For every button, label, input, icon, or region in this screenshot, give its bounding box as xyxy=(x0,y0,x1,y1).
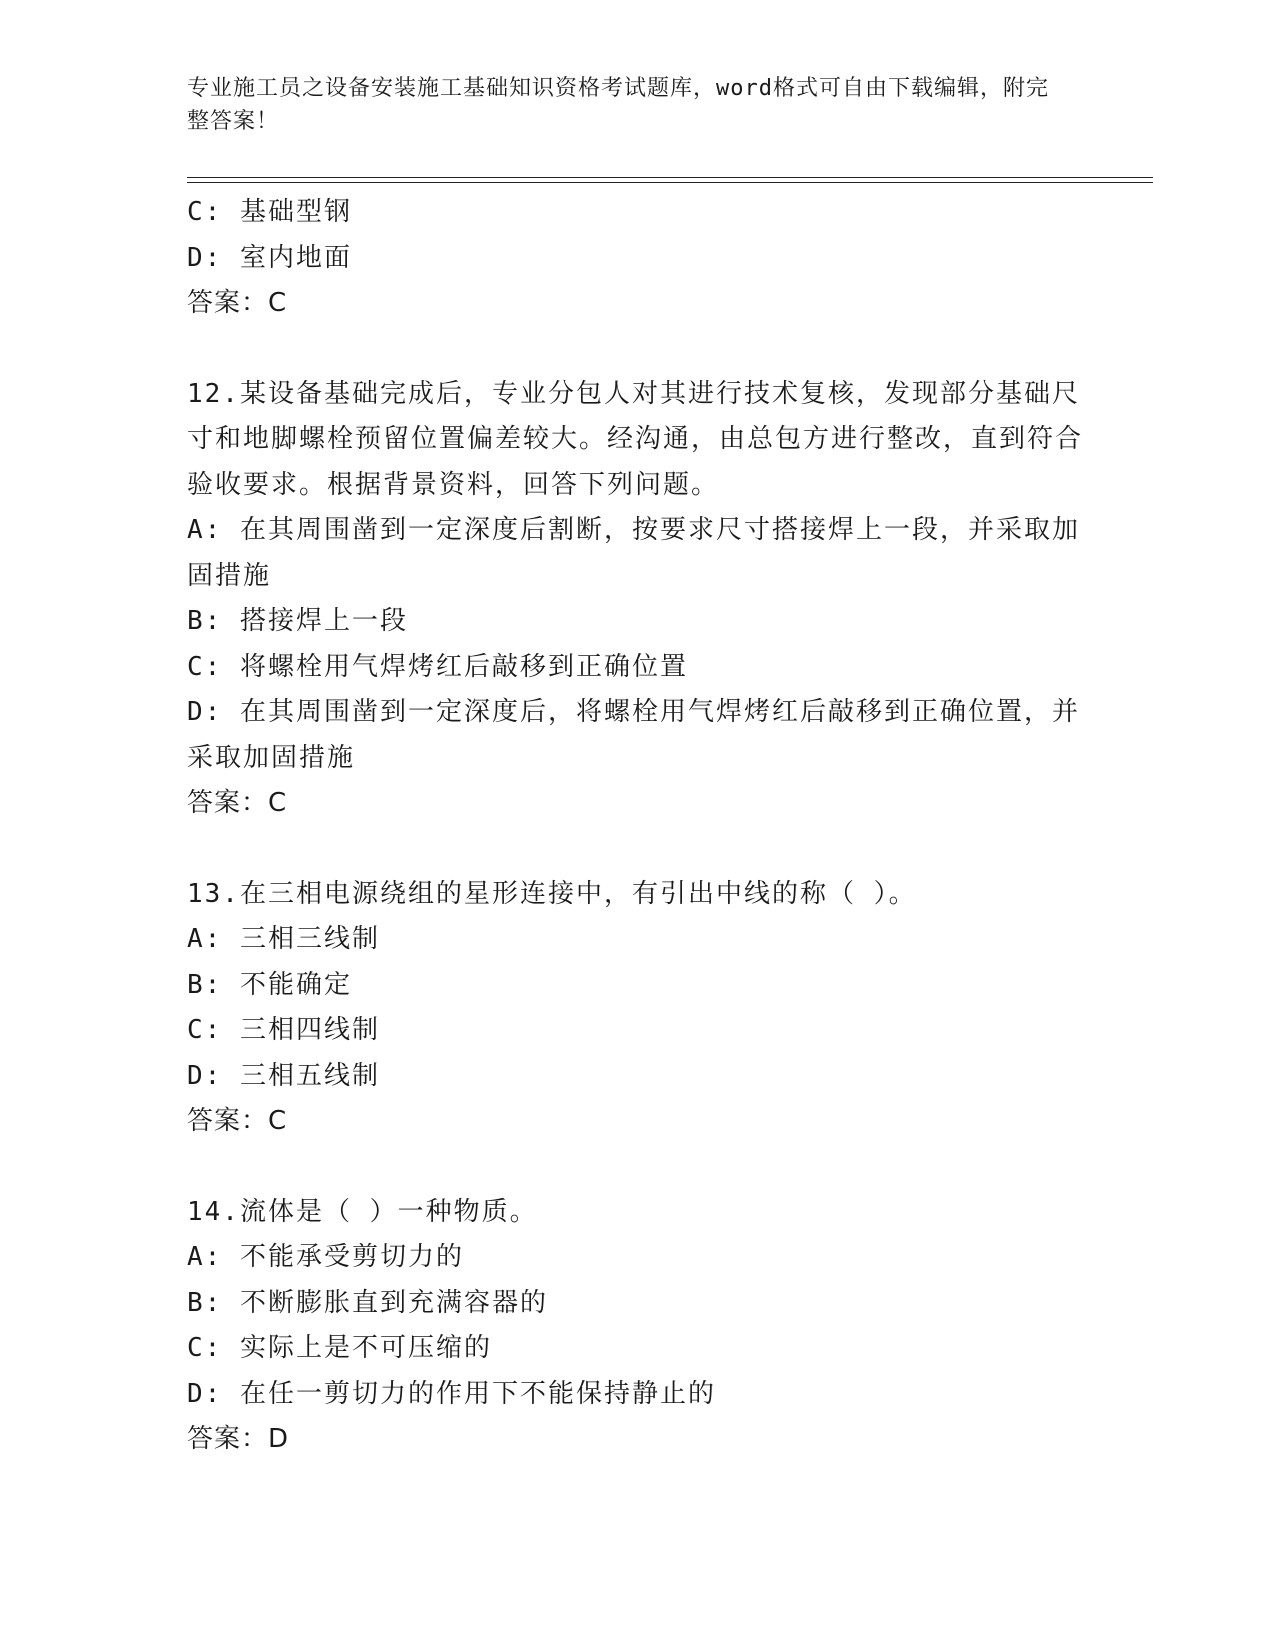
option-line: A: 三相三线制 xyxy=(187,924,380,954)
header-rule-top xyxy=(187,177,1153,178)
spacer xyxy=(187,327,1087,372)
question-text: 12.某设备基础完成后，专业分包人对其进行技术复核，发现部分基础尺寸和地脚螺栓预留位置偏差较大。经沟通，由总包方进行整改，直到符合验收要求。根据背景资料，回答下列问题。 xyxy=(187,378,1084,500)
option-line: D: 在任一剪切力的作用下不能保持静止的 xyxy=(187,1378,716,1409)
option-line: B: 不断膨胀直到充满容器的 xyxy=(187,1287,548,1318)
option-line: D: 室内地面 xyxy=(187,242,352,273)
answer-line: 答案：C xyxy=(187,1106,288,1136)
question-block xyxy=(187,372,1087,827)
question-text: 13.在三相电源绕组的星形连接中，有引出中线的称（ ）。 xyxy=(187,878,917,909)
spacer xyxy=(187,827,1087,872)
option-line: C: 实际上是不可压缩的 xyxy=(187,1333,492,1363)
option-line: B: 搭接焊上一段 xyxy=(187,606,408,636)
answer-line: 答案：C xyxy=(187,288,288,318)
option-line: A: 在其周围凿到一定深度后割断，按要求尺寸搭接焊上一段，并采取加固措施 xyxy=(187,515,1080,591)
question-list xyxy=(187,190,1087,1463)
question-text: 14.流体是（ ）一种物质。 xyxy=(187,1196,538,1227)
header-title: 专业施工员之设备安装施工基础知识资格考试题库，word格式可自由下载编辑，附完整答案！ xyxy=(187,76,1049,134)
question-block xyxy=(187,190,1087,327)
header-rule-bottom xyxy=(187,182,1153,183)
option-line: C: 将螺栓用气焊烤红后敲移到正确位置 xyxy=(187,651,688,682)
option-line: B: 不能确定 xyxy=(187,969,352,1000)
option-line: C: 基础型钢 xyxy=(187,197,352,227)
answer-line: 答案：C xyxy=(187,788,288,818)
spacer xyxy=(187,1145,1087,1190)
option-line: D: 在其周围凿到一定深度后，将螺栓用气焊烤红后敲移到正确位置，并采取加固措施 xyxy=(187,697,1080,773)
question-block xyxy=(187,1190,1087,1463)
option-line: C: 三相四线制 xyxy=(187,1015,380,1045)
option-line: D: 三相五线制 xyxy=(187,1060,380,1091)
option-line: A: 不能承受剪切力的 xyxy=(187,1242,464,1272)
question-block xyxy=(187,872,1087,1145)
answer-line: 答案：D xyxy=(187,1424,290,1454)
document-header xyxy=(187,72,1067,138)
